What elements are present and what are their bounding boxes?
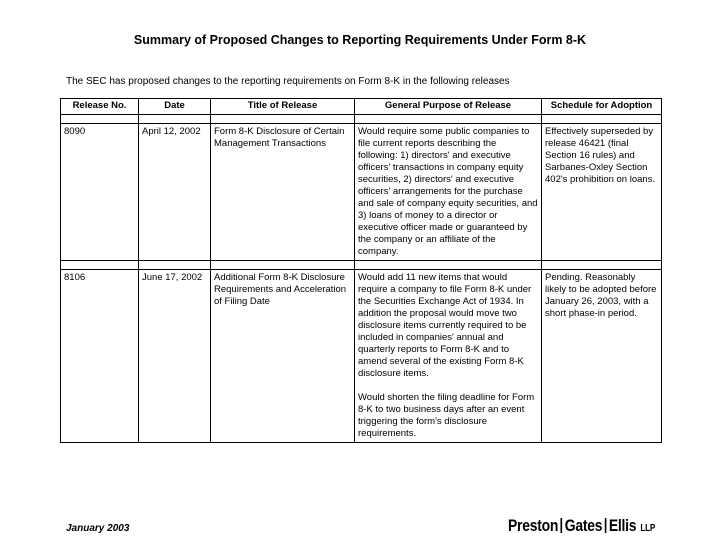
- purpose-paragraph: Would require some public companies to file current reports describing the following: 1) directors' and executive officers' transactions in company equity securities, 2) directors' and executive officers' arrangements for the purchase and sale of company equity securities, and 3) loans of money to a director or executive officer made or guaranteed by the company or an affiliate of the company.: [358, 126, 538, 257]
- logo-word: Gates: [564, 516, 603, 535]
- column-header-purpose: General Purpose of Release: [355, 99, 542, 115]
- column-header-date: Date: [139, 99, 211, 115]
- release-no-cell: 8090: [61, 124, 139, 261]
- logo-word: Preston: [508, 516, 559, 535]
- column-header-release-no: Release No.: [61, 99, 139, 115]
- page-title: Summary of Proposed Changes to Reporting Requirements Under Form 8-K: [133, 33, 587, 47]
- purpose-paragraph: Would add 11 new items that would require a company to file Form 8-K under the Securities Exchange Act of 1934. In addition the proposal would move two disclosure items currently required to be included in companies' annual and quarterly reports to Form 8-K and to amend several of the existing Form 8-K disclosure items.: [358, 272, 532, 379]
- title-cell: Form 8-K Disclosure of Certain Management Transactions: [211, 124, 355, 261]
- column-header-schedule: Schedule for Adoption: [542, 99, 662, 115]
- table-row: [61, 124, 662, 261]
- purpose-cell: [355, 124, 542, 261]
- logo-suffix: LLP: [640, 523, 656, 534]
- logo-word: Ellis: [608, 516, 637, 535]
- schedule-cell: Pending. Reasonably likely to be adopted before January 26, 2003, with a short phase-in period.: [542, 270, 662, 443]
- title-cell: Additional Form 8-K Disclosure Requirements and Acceleration of Filing Date: [211, 270, 355, 443]
- footer-date: January 2003: [66, 523, 130, 534]
- purpose-paragraph: Would shorten the filing deadline for Form 8-K to two business days after an event triggering the form's disclosure requirements.: [358, 392, 535, 439]
- table-header-row: [61, 99, 662, 115]
- releases-table: [60, 98, 662, 443]
- logo-divider: [561, 518, 563, 533]
- spacer-row: [61, 261, 662, 270]
- purpose-cell: [355, 270, 542, 443]
- schedule-cell: Effectively superseded by release 46421 (final Section 16 rules) and Sarbanes-Oxley Section 402's prohibition on loans.: [542, 124, 662, 261]
- date-cell: June 17, 2002: [139, 270, 211, 443]
- spacer-row: [61, 115, 662, 124]
- table-row: [61, 270, 662, 443]
- logo-divider: [605, 518, 607, 533]
- intro-text: The SEC has proposed changes to the reporting requirements on Form 8-K in the following releases: [66, 76, 510, 87]
- release-no-cell: 8106: [61, 270, 139, 443]
- firm-logo: [508, 516, 655, 536]
- date-cell: April 12, 2002: [139, 124, 211, 261]
- column-header-title: Title of Release: [211, 99, 355, 115]
